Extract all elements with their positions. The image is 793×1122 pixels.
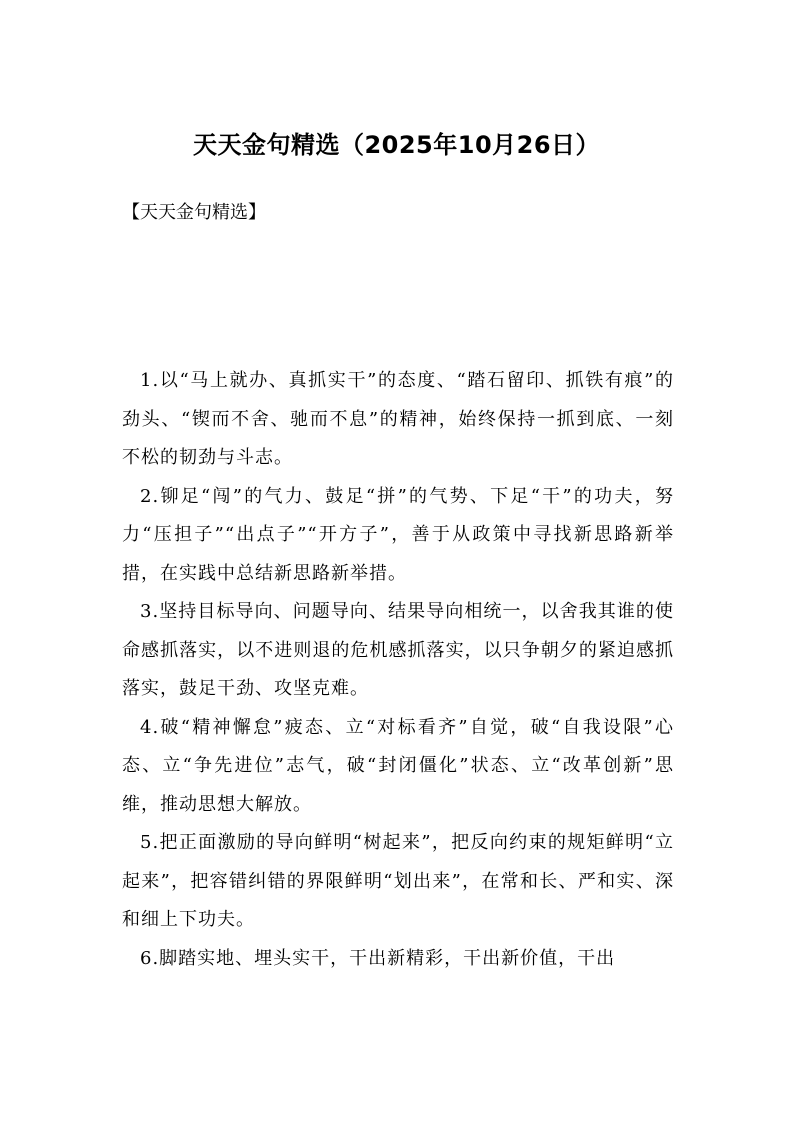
paragraph-5: 5.把正面激励的导向鲜明“树起来”，把反向约束的规矩鲜明“立起来”，把容错纠错的界限鲜明“划出来”，在常和长、严和实、深和细上下功夫。 [122,832,674,930]
paragraph-6: 6.脚踏实地、埋头实干，干出新精彩，干出新价值，干出 [140,947,616,969]
paragraph-3: 3.坚持目标导向、问题导向、结果导向相统一，以舍我其谁的使命感抓落实，以不进则退的危机感抓落实，以只争朝夕的紧迫感抓落实，鼓足干劲、攻坚克难。 [122,601,674,699]
paragraph-1: 1.以“马上就办、真抓实干”的态度、“踏石留印、抓铁有痕”的劲头、“锲而不舍、驰而不息”的精神，始终保持一抓到底、一刻不松的韧劲与斗志。 [122,370,674,468]
document-title: 天天金句精选（2025年10月26日） [192,131,601,159]
paragraph-2: 2.铆足“闯”的气力、鼓足“拼”的气势、下足“干”的功夫，努力“压担子”“出点子”“开方子”，善于从政策中寻找新思路新举措，在实践中总结新思路新举措。 [122,485,674,584]
paragraph-4: 4.破“精神懈怠”疲态、立“对标看齐”自觉，破“自我设限”心态、立“争先进位”志气，破“封闭僵化”状态、立“改革创新”思维，推动思想大解放。 [122,716,674,815]
document-body [122,362,674,978]
section-label: 【天天金句精选】 [122,202,266,223]
